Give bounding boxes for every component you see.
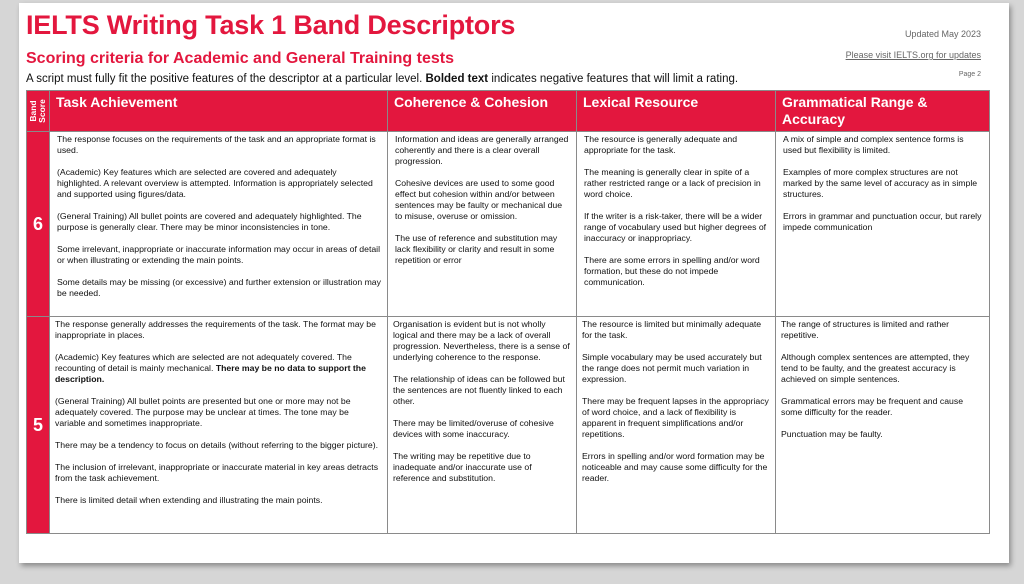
descriptor-text: The response generally addresses the requirements of the task. The format may be inappropriate in places. — [55, 319, 376, 340]
descriptor-text: Some irrelevant, inappropriate or inaccurate information may occur in areas of detail or when illustrating or extending the main points. — [57, 244, 381, 265]
band-descriptor-table — [26, 90, 990, 534]
band-score-header — [27, 91, 50, 132]
descriptor-text: Cohesive devices are used to some good effect but cohesion within and/or between sentences may be faulty or mechanical due to misuse, overuse or omission. — [395, 178, 563, 221]
column-header-coherence-cohesion: Coherence & Cohesion — [388, 91, 577, 132]
descriptor-text: There may be a tendency to focus on details (without referring to the bigger picture). — [55, 440, 379, 450]
task-achievement-cell-band-5 — [50, 317, 388, 534]
descriptor-text: The response focuses on the requirements of the task and an appropriate format is used. — [57, 134, 376, 155]
band-header-line1: Band — [28, 100, 38, 122]
document-page — [19, 3, 1009, 563]
descriptor-text: Errors in spelling and/or word formation may be noticeable and may cause some difficulty for the reader. — [582, 451, 768, 483]
page-number: Page 2 — [958, 71, 981, 78]
descriptor-text: The writing may be repetitive due to inadequate and/or inaccurate use of reference and substitution. — [393, 451, 532, 483]
band-score-5: 5 — [27, 317, 50, 534]
grammatical-range-cell-band-5 — [776, 317, 990, 534]
descriptor-text: Errors in grammar and punctuation occur, but rarely impede communication — [783, 211, 982, 232]
intro-text-start: A script must fully fit the positive features of the descriptor at a particular level. — [26, 73, 426, 85]
table-header-row — [27, 91, 990, 132]
descriptor-text: A mix of simple and complex sentence forms is used but flexibility is limited. — [783, 134, 964, 155]
update-link[interactable]: Please visit IELTS.org for updates — [845, 50, 981, 60]
updated-date: Updated May 2023 — [904, 29, 981, 39]
column-header-lexical-resource: Lexical Resource — [577, 91, 776, 132]
page-title: IELTS Writing Task 1 Band Descriptors — [26, 10, 516, 40]
coherence-cohesion-cell-band-6 — [388, 132, 577, 317]
band-header-line2: Score — [37, 99, 47, 123]
negative-feature-text: There may be no data to support the description. — [55, 363, 366, 384]
descriptor-text: Grammatical errors may be frequent and cause some difficulty for the reader. — [781, 396, 964, 417]
descriptor-text: Organisation is evident but is not wholly logical and there may be a lack of overall progression. Nevertheless, there is a sense of underlying coherence to the response. — [393, 319, 570, 362]
intro-text-end: indicates negative features that will limit a rating. — [488, 73, 739, 85]
descriptor-text: The resource is limited but minimally adequate for the task. — [582, 319, 762, 340]
descriptor-text: Although complex sentences are attempted, they tend to be faulty, and the greatest accuracy is achieved on simple sentences. — [781, 352, 970, 384]
descriptor-text: (Academic) Key features which are selected are covered and adequately highlighted. A relevant overview is attempted. Information is appropriately selected and supported using figures/data. — [57, 167, 373, 199]
descriptor-text: (General Training) All bullet points are covered and adequately highlighted. The purpose is generally clear. There may be minor inconsistencies in tone. — [57, 211, 362, 232]
lexical-resource-cell-band-6 — [577, 132, 776, 317]
descriptor-text: The use of reference and substitution may lack flexibility or clarity and result in some repetition or error — [395, 233, 558, 265]
grammatical-range-cell-band-6 — [776, 132, 990, 317]
coherence-cohesion-cell-band-5 — [388, 317, 577, 534]
descriptor-text: Some details may be missing (or excessive) and further extension or illustration may be needed. — [57, 277, 381, 298]
table-row-band-6 — [27, 132, 990, 317]
descriptor-text: The resource is generally adequate and appropriate for the task. — [584, 134, 738, 155]
descriptor-text: Information and ideas are generally arranged coherently and there is a clear overall progression. — [395, 134, 569, 166]
page-subtitle: Scoring criteria for Academic and General Training tests — [26, 50, 454, 67]
intro-bold-text: Bolded text — [425, 73, 489, 85]
intro-text — [26, 73, 738, 85]
descriptor-text: Examples of more complex structures are not marked by the same level of accuracy as in simple structures. — [783, 167, 978, 199]
column-header-task-achievement: Task Achievement — [50, 91, 388, 132]
descriptor-text: There are some errors in spelling and/or word formation, but these do not impede communication. — [584, 255, 760, 287]
task-achievement-cell-band-6 — [50, 132, 388, 317]
descriptor-text: The meaning is generally clear in spite of a rather restricted range or a lack of precision in word choice. — [584, 167, 761, 199]
descriptor-text: The inclusion of irrelevant, inappropriate or inaccurate material in key areas detracts from the task achievement. — [55, 462, 379, 483]
descriptor-text-start: (Academic) Key features which are selected are not adequately covered. The recounting of detail is mainly mechanical. — [55, 352, 352, 373]
descriptor-text — [55, 352, 381, 385]
descriptor-text: The relationship of ideas can be followed but the sentences are not fluently linked to each other. — [393, 374, 565, 406]
descriptor-text: (General Training) All bullet points are presented but one or more may not be adequately covered. The purpose may be unclear at times. The tone may be variable and sometimes inappropriate. — [55, 396, 351, 428]
descriptor-text: Punctuation may be faulty. — [781, 429, 883, 439]
descriptor-text: If the writer is a risk-taker, there will be a wider range of vocabulary used but higher degrees of inaccuracy or inappropriacy. — [584, 211, 767, 243]
column-header-grammatical-range: Grammatical Range & Accuracy — [776, 91, 990, 132]
descriptor-text: There is limited detail when extending and illustrating the main points. — [55, 495, 323, 505]
descriptor-text: There may be limited/overuse of cohesive devices with some inaccuracy. — [393, 418, 554, 439]
descriptor-text: There may be frequent lapses in the appropriacy of word choice, and a lack of flexibility is apparent in frequent simplifications and/or repetitions. — [582, 396, 769, 439]
band-score-header-label — [29, 99, 47, 123]
descriptor-text: Simple vocabulary may be used accurately but the range does not permit much variation in expression. — [582, 352, 762, 384]
table-row-band-5 — [27, 317, 990, 534]
band-score-6: 6 — [27, 132, 50, 317]
descriptor-text: The range of structures is limited and rather repetitive. — [781, 319, 950, 340]
lexical-resource-cell-band-5 — [577, 317, 776, 534]
